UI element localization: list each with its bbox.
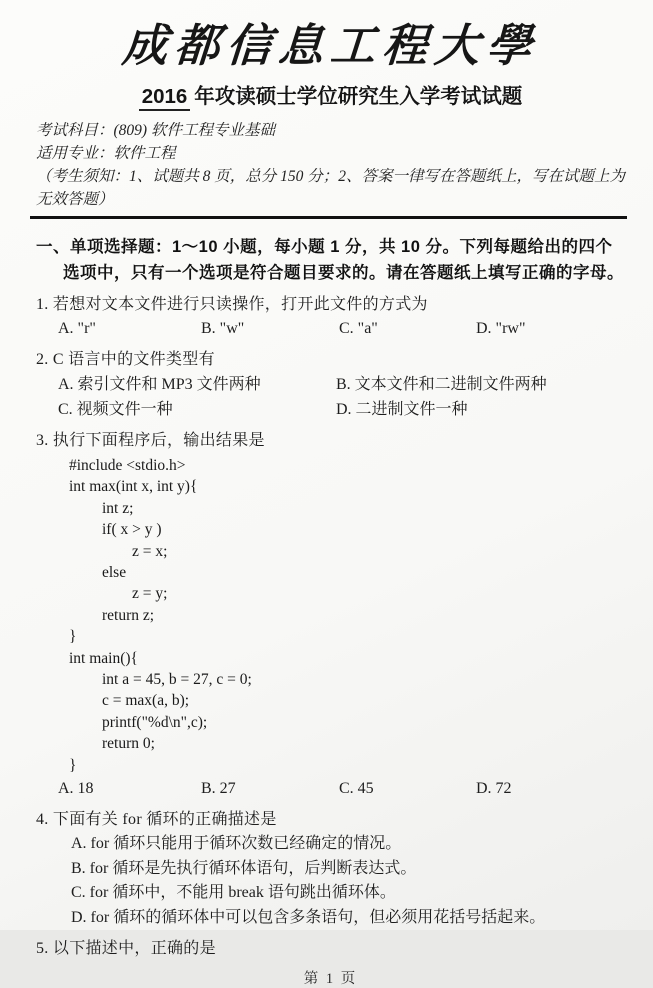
university-title: 成都信息工程大學	[120, 21, 541, 71]
code-line: if( x > y )	[102, 521, 162, 539]
code-line: }	[69, 756, 77, 774]
question-3-stem: 3. 执行下面程序后，输出结果是	[36, 432, 265, 449]
candidate-notice-line: （考生须知：1、试题共 8 页，总分 150 分；2、答案一律写在答题纸上，写在试题上为无效答题）	[36, 168, 626, 208]
option-c: C. 45	[339, 780, 374, 798]
exam-title-text: 年攻读硕士学位研究生入学考试试题	[194, 85, 523, 108]
question-3-options	[58, 777, 625, 801]
question-4-options	[71, 832, 625, 930]
question-1-stem: 1. 若想对文本文件进行只读操作，打开此文件的方式为	[36, 296, 428, 313]
exam-major-line: 适用专业：软件工程	[36, 145, 176, 162]
question-5-stem: 5. 以下描述中，正确的是	[36, 940, 216, 958]
option-b: B. 文本文件和二进制文件两种	[336, 376, 547, 393]
code-line: int main(){	[69, 649, 138, 667]
option-c: C. "a"	[339, 320, 378, 337]
question-4-stem: 4. 下面有关 for 循环的正确描述是	[36, 811, 277, 829]
question-2	[36, 348, 625, 422]
option-d: D. 二进制文件一种	[336, 401, 468, 418]
code-block	[69, 455, 625, 776]
page-footer: 第 1 页	[303, 971, 358, 988]
option-a: A. "r"	[58, 320, 96, 337]
code-line: #include <stdio.h>	[69, 457, 186, 474]
code-line: c = max(a, b);	[102, 692, 190, 710]
code-line: return 0;	[102, 735, 155, 753]
exam-title	[36, 83, 625, 111]
exam-year: 2016	[139, 85, 191, 111]
question-1	[36, 293, 625, 341]
code-line: z = x;	[132, 542, 168, 560]
question-5	[36, 937, 625, 961]
option-a: A. 索引文件和 MP3 文件两种	[58, 376, 261, 393]
code-line: int z;	[102, 499, 134, 517]
code-line: printf("%d\n",c);	[102, 713, 208, 731]
option-b: B. for 循环是先执行循环体语句，后判断表达式。	[71, 859, 417, 877]
question-2-options	[58, 372, 625, 422]
question-4	[36, 808, 625, 930]
option-a: A. for 循环只能用于循环次数已经确定的情况。	[71, 835, 402, 853]
code-line: z = y;	[132, 585, 168, 603]
code-line: else	[102, 564, 127, 582]
section-one-heading: 一、单项选择题：1～10 小题，每小题 1 分，共 10 分。下列每题给出的四个选项中，只有一个选项是符合题目要求的。请在答题纸上填写正确的字母。	[36, 238, 624, 282]
option-b: B. "w"	[201, 320, 245, 337]
exam-info-block	[30, 119, 627, 219]
code-line: return z;	[102, 606, 155, 624]
option-c: C. for 循环中，不能用 break 语句跳出循环体。	[71, 884, 396, 902]
question-3	[36, 429, 625, 801]
code-line: int max(int x, int y){	[69, 478, 198, 496]
option-b: B. 27	[201, 780, 236, 798]
code-line: int a = 45, b = 27, c = 0;	[102, 671, 252, 689]
question-2-stem: 2. C 语言中的文件类型有	[36, 351, 215, 368]
exam-subject-line: 考试科目：(809) 软件工程专业基础	[36, 122, 275, 139]
question-1-options	[58, 317, 625, 341]
option-d: D. for 循环的循环体中可以包含多条语句，但必须用花括号括起来。	[71, 908, 546, 926]
code-line: }	[69, 628, 77, 646]
option-c: C. 视频文件一种	[58, 401, 173, 418]
option-d: D. "rw"	[476, 320, 526, 337]
option-d: D. 72	[476, 780, 512, 798]
option-a: A. 18	[58, 780, 94, 798]
